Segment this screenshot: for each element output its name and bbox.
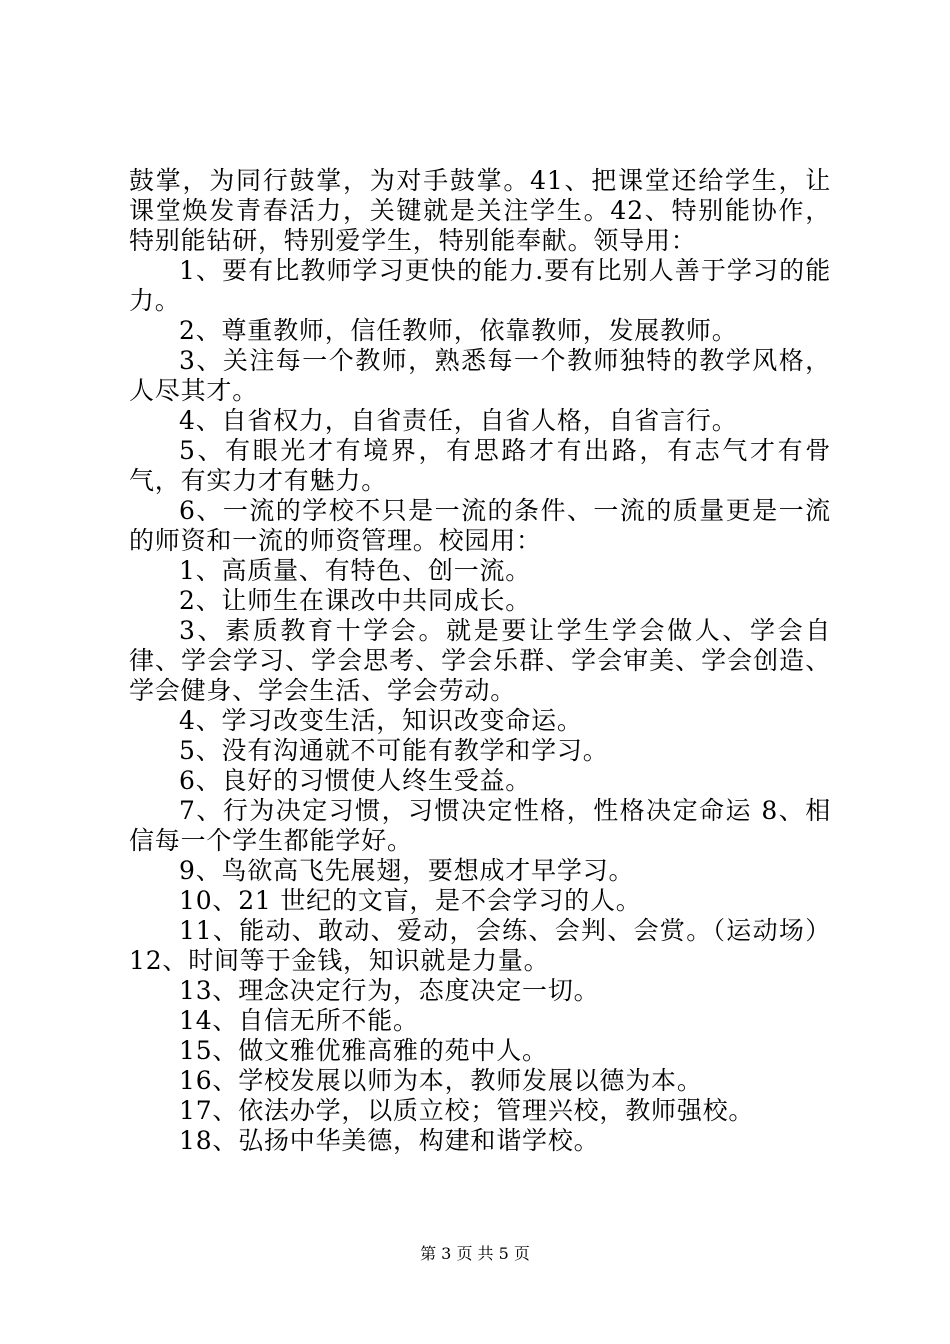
paragraph-16: 11、能动、敢动、爱动，会练、会判、会赏。（运动场）12、时间等于金钱，知识就是力量。 (129, 916, 831, 975)
page-number-footer: 第 3 页 共 5 页 (420, 1244, 530, 1263)
paragraph-8: 2、让师生在课改中共同成长。 (179, 586, 532, 615)
paragraph-12: 6、良好的习惯使人终生受益。 (179, 766, 532, 795)
paragraph-13: 7、行为决定习惯，习惯决定性格，性格决定命运 8、相信每一个学生都能学好。 (129, 796, 831, 855)
paragraph-6: 6、一流的学校不只是一流的条件、一流的质量更是一流的师资和一流的师资管理。校园用： (129, 496, 831, 555)
paragraph-3: 3、关注每一个教师，熟悉每一个教师独特的教学风格，人尽其才。 (129, 346, 831, 405)
paragraph-10: 4、学习改变生活，知识改变命运。 (179, 706, 583, 735)
paragraph-21: 17、依法办学，以质立校；管理兴校，教师强校。 (179, 1096, 755, 1125)
document-body (129, 166, 831, 1156)
paragraph-4: 4、自省权力，自省责任，自省人格，自省言行。 (179, 406, 738, 435)
paragraph-2: 2、尊重教师，信任教师，依靠教师，发展教师。 (179, 316, 738, 345)
paragraph-1: 1、要有比教师学习更快的能力.要有比别人善于学习的能力。 (129, 256, 831, 315)
paragraph-11: 5、没有沟通就不可能有教学和学习。 (179, 736, 609, 765)
paragraph-5: 5、有眼光才有境界，有思路才有出路，有志气才有骨气，有实力才有魅力。 (129, 436, 831, 495)
paragraph-22: 18、弘扬中华美德，构建和谐学校。 (179, 1126, 600, 1155)
paragraph-18: 14、自信无所不能。 (179, 1006, 419, 1035)
paragraph-7: 1、高质量、有特色、创一流。 (179, 556, 532, 585)
paragraph-20: 16、学校发展以师为本，教师发展以德为本。 (179, 1066, 703, 1095)
paragraph-14: 9、鸟欲高飞先展翅，要想成才早学习。 (179, 856, 635, 885)
paragraph-15: 10、21 世纪的文盲，是不会学习的人。 (179, 886, 642, 915)
paragraph-19: 15、做文雅优雅高雅的苑中人。 (179, 1036, 548, 1065)
paragraph-17: 13、理念决定行为，态度决定一切。 (179, 976, 600, 1005)
paragraph-0: 鼓掌，为同行鼓掌，为对手鼓掌。41、把课堂还给学生，让课堂焕发青春活力，关键就是关注学生。42、特别能协作，特别能钻研，特别爱学生，特别能奉献。领导用： (129, 166, 831, 255)
paragraph-9: 3、素质教育十学会。就是要让学生学会做人、学会自律、学会学习、学会思考、学会乐群、学会审美、学会创造、学会健身、学会生活、学会劳动。 (129, 616, 831, 705)
